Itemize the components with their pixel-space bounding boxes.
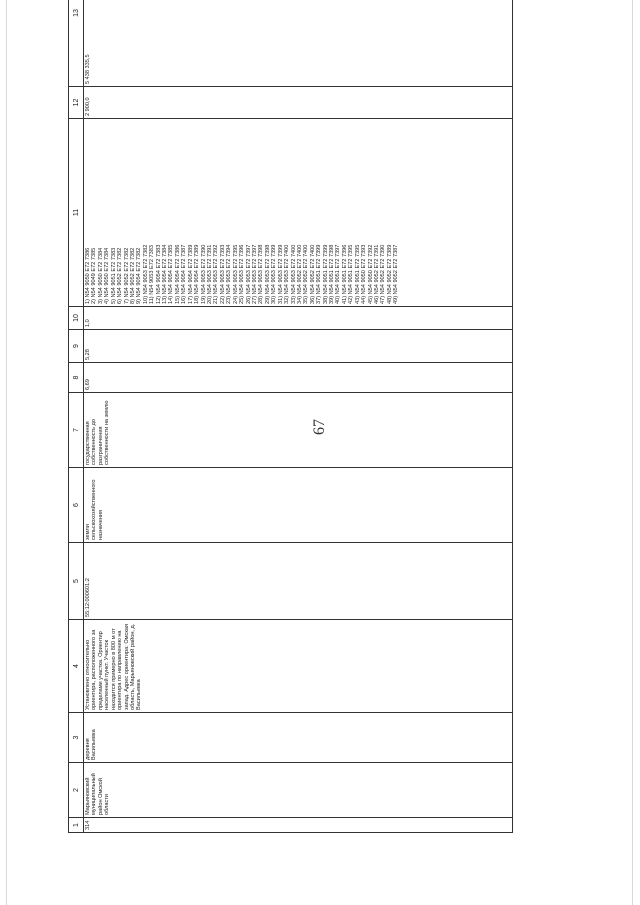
cell-ownership: государственная собственность до разграничения собственности на землю: [84, 393, 513, 468]
cell-value-13: 5 438 335,5: [84, 0, 513, 87]
coordinate-line: 11) N54 9053 E72 7383: [149, 245, 156, 304]
coordinate-line: 18) N54 9054 E72 7389: [194, 244, 201, 304]
cell-row-number: 314: [84, 818, 513, 833]
coordinate-line: 39) N54 9051 E72 7398: [329, 244, 336, 304]
cell-land-category: земли сельскохозяйственного назначения: [84, 468, 513, 543]
coordinate-line: 5) N54 9051 E72 7383: [110, 247, 117, 304]
coordinate-line: 27) N54 9053 E72 7397: [251, 244, 258, 304]
cell-settlement: деревня Васильевка: [84, 713, 513, 763]
cell-value-9: 5,28: [84, 330, 513, 363]
col-header: 4: [69, 620, 84, 713]
coordinate-line: 10) N54 9053 E72 7382: [142, 244, 149, 304]
coordinate-line: 1) N54 9050 E72 7386: [85, 247, 91, 304]
col-header: 12: [69, 87, 84, 119]
col-header: 8: [69, 363, 84, 393]
cell-value-12: 2 900,0: [84, 87, 513, 119]
registry-table-wrapper: [68, 9, 513, 833]
cell-value-10: 1,0: [84, 307, 513, 330]
coordinate-line: 8) N54 9052 E72 7382: [129, 247, 136, 304]
coordinate-line: 49) N54 9052 E72 7387: [393, 244, 400, 304]
cell-value-8: 6,69: [84, 363, 513, 393]
col-header: 2: [69, 763, 84, 818]
col-header: 13: [69, 0, 84, 87]
coordinate-line: 13) N54 9054 E72 7384: [162, 244, 169, 304]
coordinate-line: 33) N54 9053 E72 7400: [290, 244, 297, 304]
registry-table: [68, 0, 513, 833]
table-row: [84, 0, 513, 833]
coordinate-line: 30) N54 9053 E72 7399: [271, 244, 278, 304]
coordinate-line: 37) N54 9051 E72 7399: [316, 244, 323, 304]
coordinate-line: 26) N54 9053 E72 7397: [245, 244, 252, 304]
coordinate-line: 40) N54 9051 E72 7397: [335, 244, 342, 304]
col-header: 6: [69, 468, 84, 543]
coordinate-line: 42) N54 9051 E72 7395: [348, 244, 355, 304]
coordinate-line: 9) N54 9054 E72 7382: [136, 247, 143, 304]
coordinate-line: 20) N54 9053 E72 7391: [207, 244, 214, 304]
page-number: 67: [311, 419, 328, 435]
coordinate-line: 19) N54 9053 E72 7390: [200, 244, 207, 304]
coordinate-line: 31) N54 9053 E72 7399: [277, 244, 284, 304]
col-header: 3: [69, 713, 84, 763]
cell-location: Установлено относительно ориентира, расположенного за пределами участка. Ориентир населенный пункт. Участок находится примерно в 800 м от ориентира по направлению на запад. Адрес ориентира: Омская область, Марьяновский район, д. Васильевка: [84, 620, 513, 713]
col-header: 1: [69, 818, 84, 833]
coordinate-line: 46) N54 9052 E72 7391: [373, 244, 380, 304]
coordinate-line: 36) N54 9052 E72 7400: [309, 244, 316, 304]
coordinate-line: 34) N54 9052 E72 7400: [296, 244, 303, 304]
coordinate-line: 23) N54 9053 E72 7394: [226, 244, 233, 304]
coordinate-line: 14) N54 9054 E72 7385: [168, 244, 175, 304]
cell-cadastral-number: 55:12:000601:2: [84, 543, 513, 620]
coordinate-line: 17) N54 9054 E72 7389: [187, 244, 194, 304]
coordinate-line: 29) N54 9053 E72 7398: [264, 244, 271, 304]
coordinate-line: 43) N54 9051 E72 7395: [354, 244, 361, 304]
coordinate-line: 16) N54 9054 E72 7387: [181, 244, 188, 304]
header-row: [69, 0, 84, 833]
coordinate-line: 3) N54 9050 E72 7384: [97, 247, 104, 304]
col-header: 7: [69, 393, 84, 468]
coordinate-line: 25) N54 9053 E72 7396: [239, 244, 246, 304]
coordinate-line: 44) N54 9050 E72 7393: [361, 244, 368, 304]
col-header: 5: [69, 543, 84, 620]
coordinate-line: 45) N54 9050 E72 7392: [367, 244, 374, 304]
coordinate-line: 47) N54 9052 E72 7390: [380, 244, 387, 304]
col-header: 10: [69, 307, 84, 330]
cell-coordinates: [84, 119, 513, 307]
coordinate-line: 6) N54 9052 E72 7382: [117, 247, 124, 304]
cell-district: Марьяновский муниципальный район Омской области: [84, 763, 513, 818]
col-header: 9: [69, 330, 84, 363]
coordinate-line: 32) N54 9053 E72 7400: [284, 244, 291, 304]
col-header: 11: [69, 119, 84, 307]
registry-table-rotated: [68, 9, 513, 833]
coordinate-line: 7) N54 9052 E72 7382: [123, 247, 130, 304]
coordinate-line: 24) N54 9053 E72 7395: [232, 244, 239, 304]
coordinate-line: 35) N54 9052 E72 7400: [303, 244, 310, 304]
coordinate-line: 41) N54 9051 E72 7396: [341, 244, 348, 304]
coordinate-line: 38) N54 9051 E72 7399: [322, 244, 329, 304]
coordinate-line: 2) N54 9049 E72 7385: [91, 247, 98, 304]
coordinate-line: 4) N54 9050 E72 7384: [104, 247, 111, 304]
coordinate-line: 15) N54 9054 E72 7386: [174, 244, 181, 304]
coordinate-line: 28) N54 9053 E72 7398: [258, 244, 265, 304]
coordinate-line: 48) N54 9052 E72 7389: [386, 244, 393, 304]
coordinate-line: 12) N54 9054 E72 7383: [155, 244, 162, 304]
coordinate-line: 22) N54 9053 E72 7393: [219, 244, 226, 304]
scan-edge-right: [632, 0, 633, 905]
scan-edge-left: [6, 0, 7, 905]
coordinate-line: 21) N54 9053 E72 7392: [213, 244, 220, 304]
